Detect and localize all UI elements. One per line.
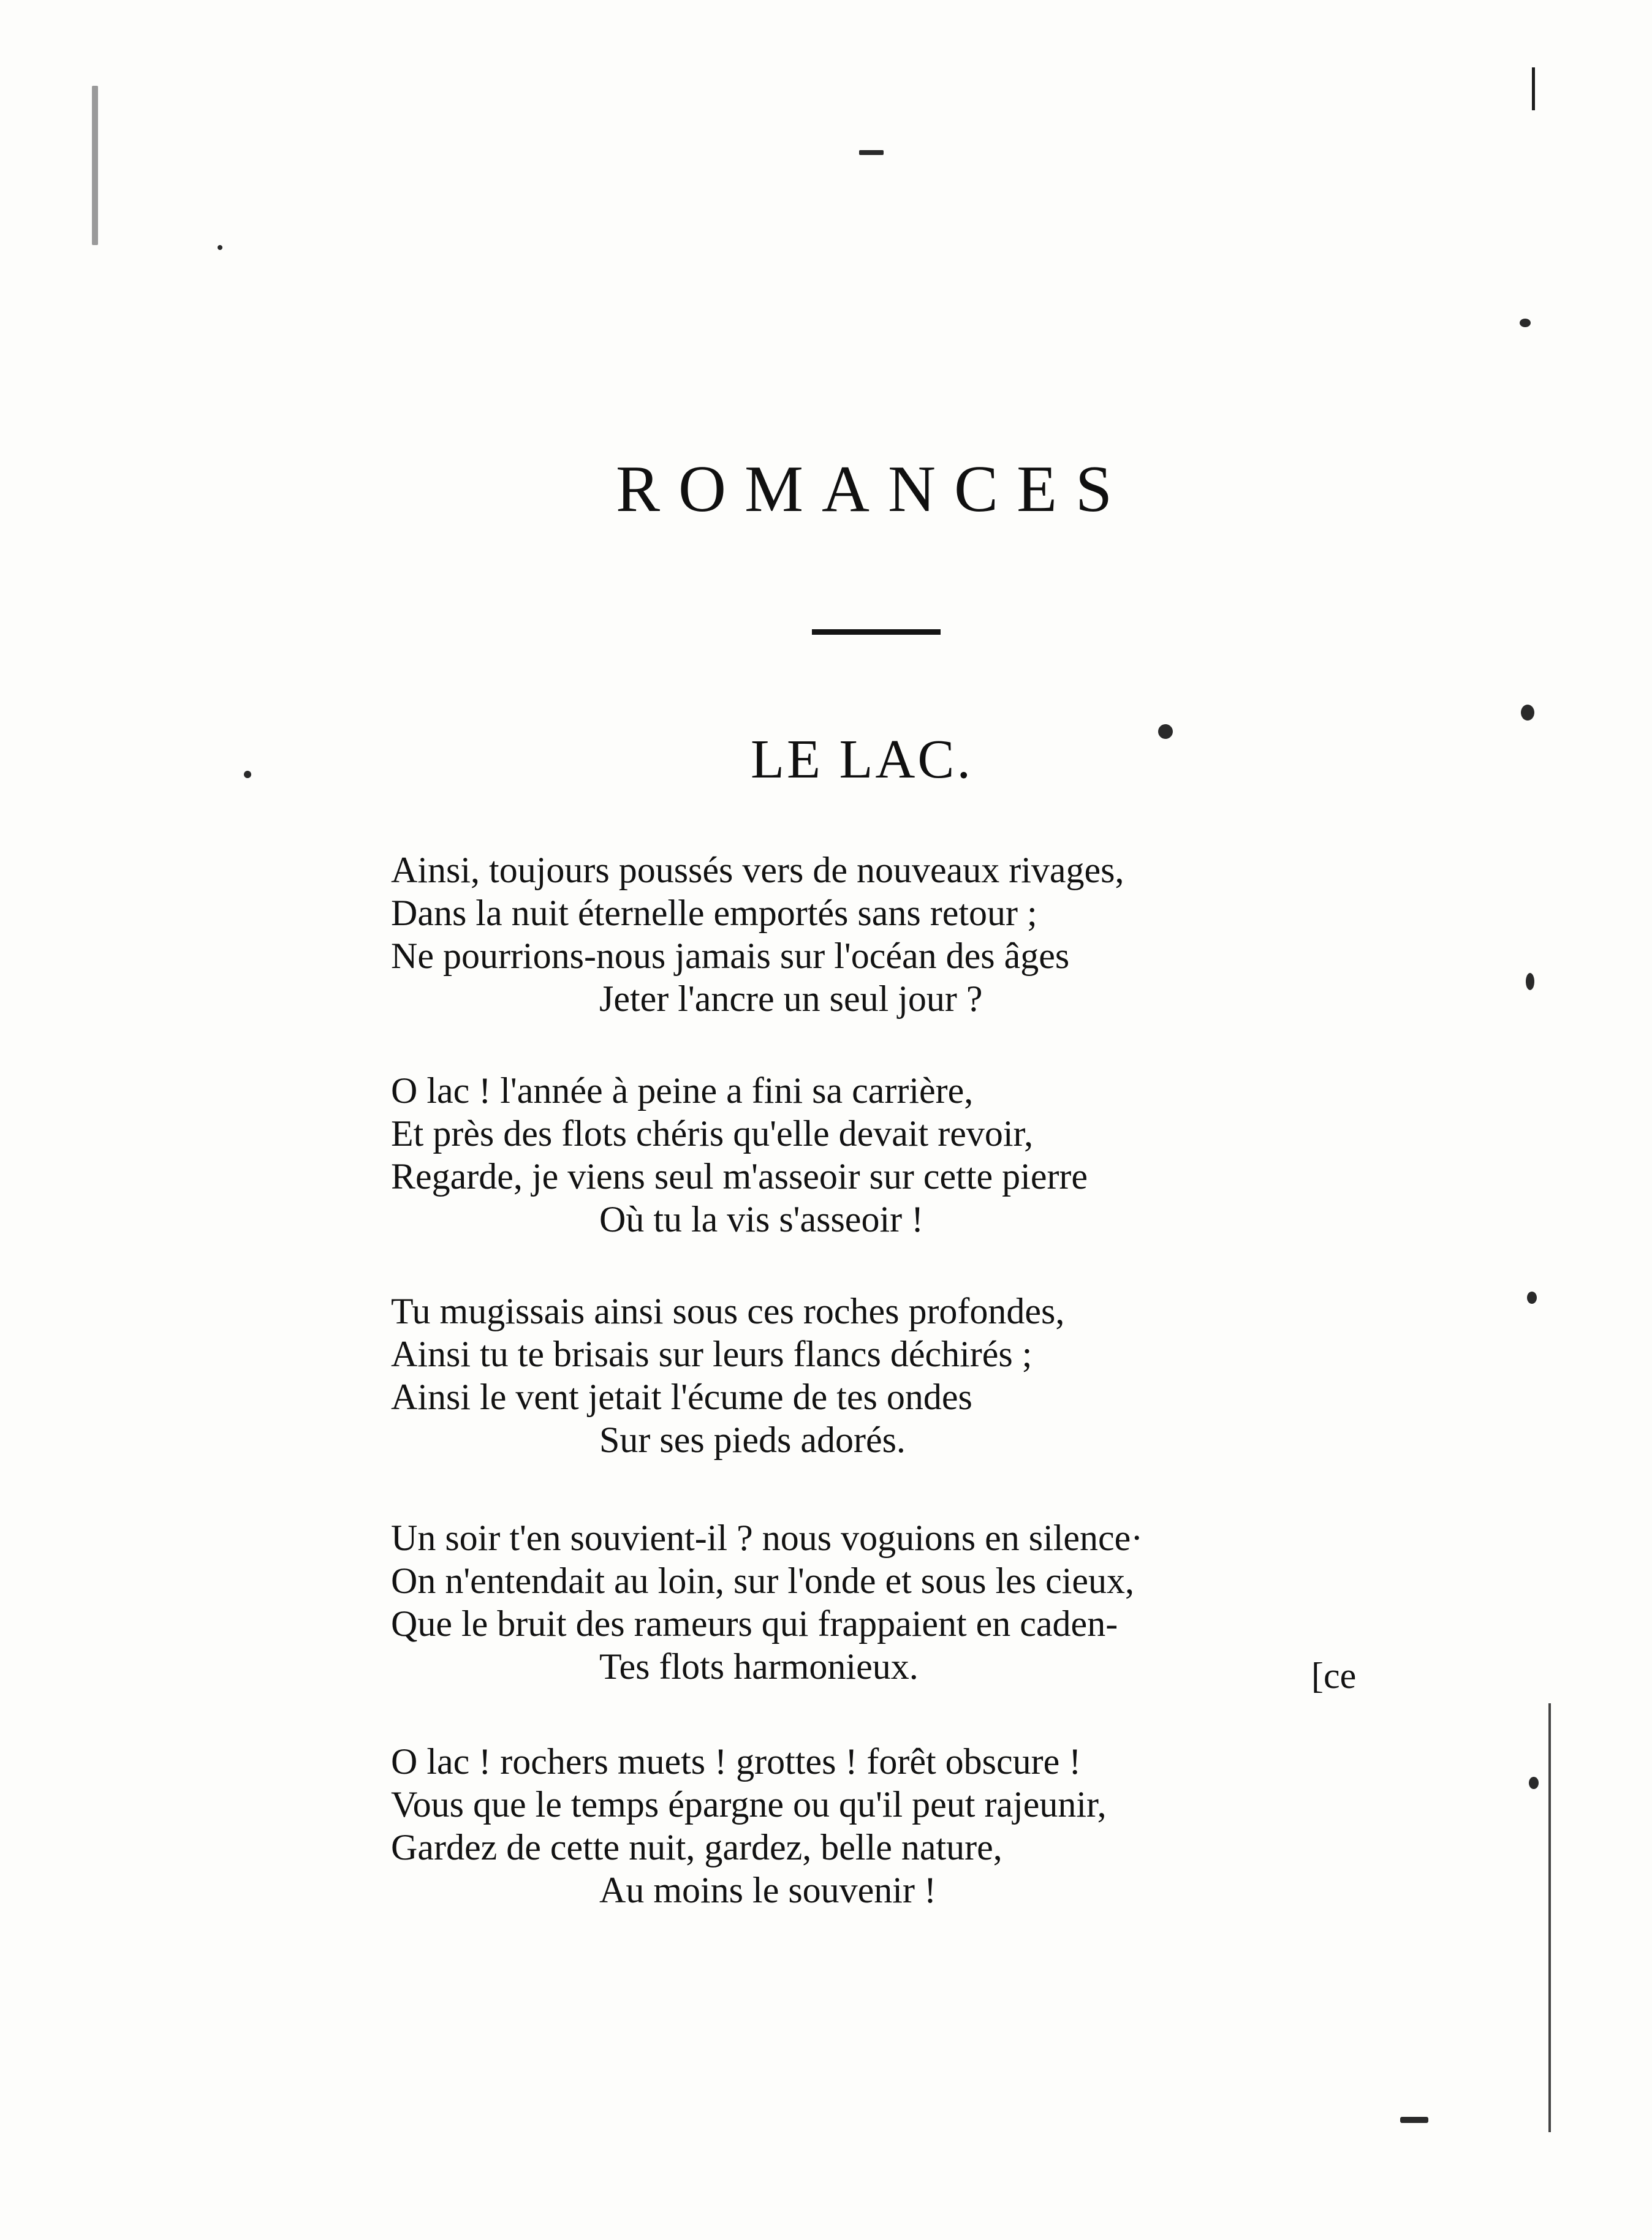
scan-speck (244, 771, 251, 778)
poem-title: LE LAC. (751, 729, 973, 790)
stanza (391, 849, 1124, 1020)
turnover-fragment: [ce (1311, 1655, 1357, 1696)
scan-speck (1520, 319, 1531, 327)
scan-speck (1400, 2117, 1428, 2123)
verse-line: Et près des flots chéris qu'elle devait revoir, (391, 1113, 1034, 1154)
title-divider (812, 629, 941, 635)
verse-line: Un soir t'en souvient-il ? nous voguions en silence· (391, 1518, 1143, 1558)
page-edge-mark (1532, 67, 1535, 110)
scan-speck (1158, 724, 1173, 739)
scan-speck (218, 245, 222, 250)
scan-speck (859, 150, 884, 155)
verse-line: Ne pourrions-nous jamais sur l'océan des âges (391, 936, 1070, 976)
scan-speck (1529, 1777, 1539, 1789)
verse-line: O lac ! l'année à peine a fini sa carrière, (391, 1070, 974, 1111)
verse-line: Tes flots harmonieux. (599, 1646, 919, 1687)
page-heading: ROMANCES (616, 453, 1131, 526)
scan-speck (1527, 1292, 1537, 1304)
verse-line: Dans la nuit éternelle emportés sans retour ; (391, 893, 1037, 933)
stanza (391, 1069, 1088, 1241)
verse-line: Que le bruit des rameurs qui frappaient en caden- (391, 1603, 1118, 1644)
scan-speck (1526, 973, 1534, 990)
scan-speck (92, 86, 98, 245)
verse-line: Ainsi le vent jetait l'écume de tes ondes (391, 1377, 972, 1417)
stanza (391, 1516, 1143, 1688)
verse-line: Jeter l'ancre un seul jour ? (599, 978, 983, 1019)
page-edge-mark (1548, 1703, 1551, 2132)
verse-line: Vous que le temps épargne ou qu'il peut rajeunir, (391, 1784, 1107, 1825)
verse-line: Gardez de cette nuit, gardez, belle nature, (391, 1827, 1002, 1867)
verse-line: Au moins le souvenir ! (599, 1870, 936, 1910)
verse-line: Tu mugissais ainsi sous ces roches profondes, (391, 1291, 1065, 1331)
verse-line: Ainsi tu te brisais sur leurs flancs déchirés ; (391, 1334, 1032, 1374)
verse-line: Ainsi, toujours poussés vers de nouveaux rivages, (391, 850, 1124, 890)
verse-line: On n'entendait au loin, sur l'onde et sous les cieux, (391, 1561, 1135, 1601)
verse-line: Sur ses pieds adorés. (599, 1420, 906, 1460)
stanza (391, 1740, 1107, 1912)
stanza (391, 1290, 1064, 1461)
verse-line: Où tu la vis s'asseoir ! (599, 1199, 924, 1239)
scan-speck (1521, 705, 1534, 721)
verse-line: O lac ! rochers muets ! grottes ! forêt obscure ! (391, 1741, 1082, 1782)
verse-line: Regarde, je viens seul m'asseoir sur cette pierre (391, 1156, 1088, 1197)
